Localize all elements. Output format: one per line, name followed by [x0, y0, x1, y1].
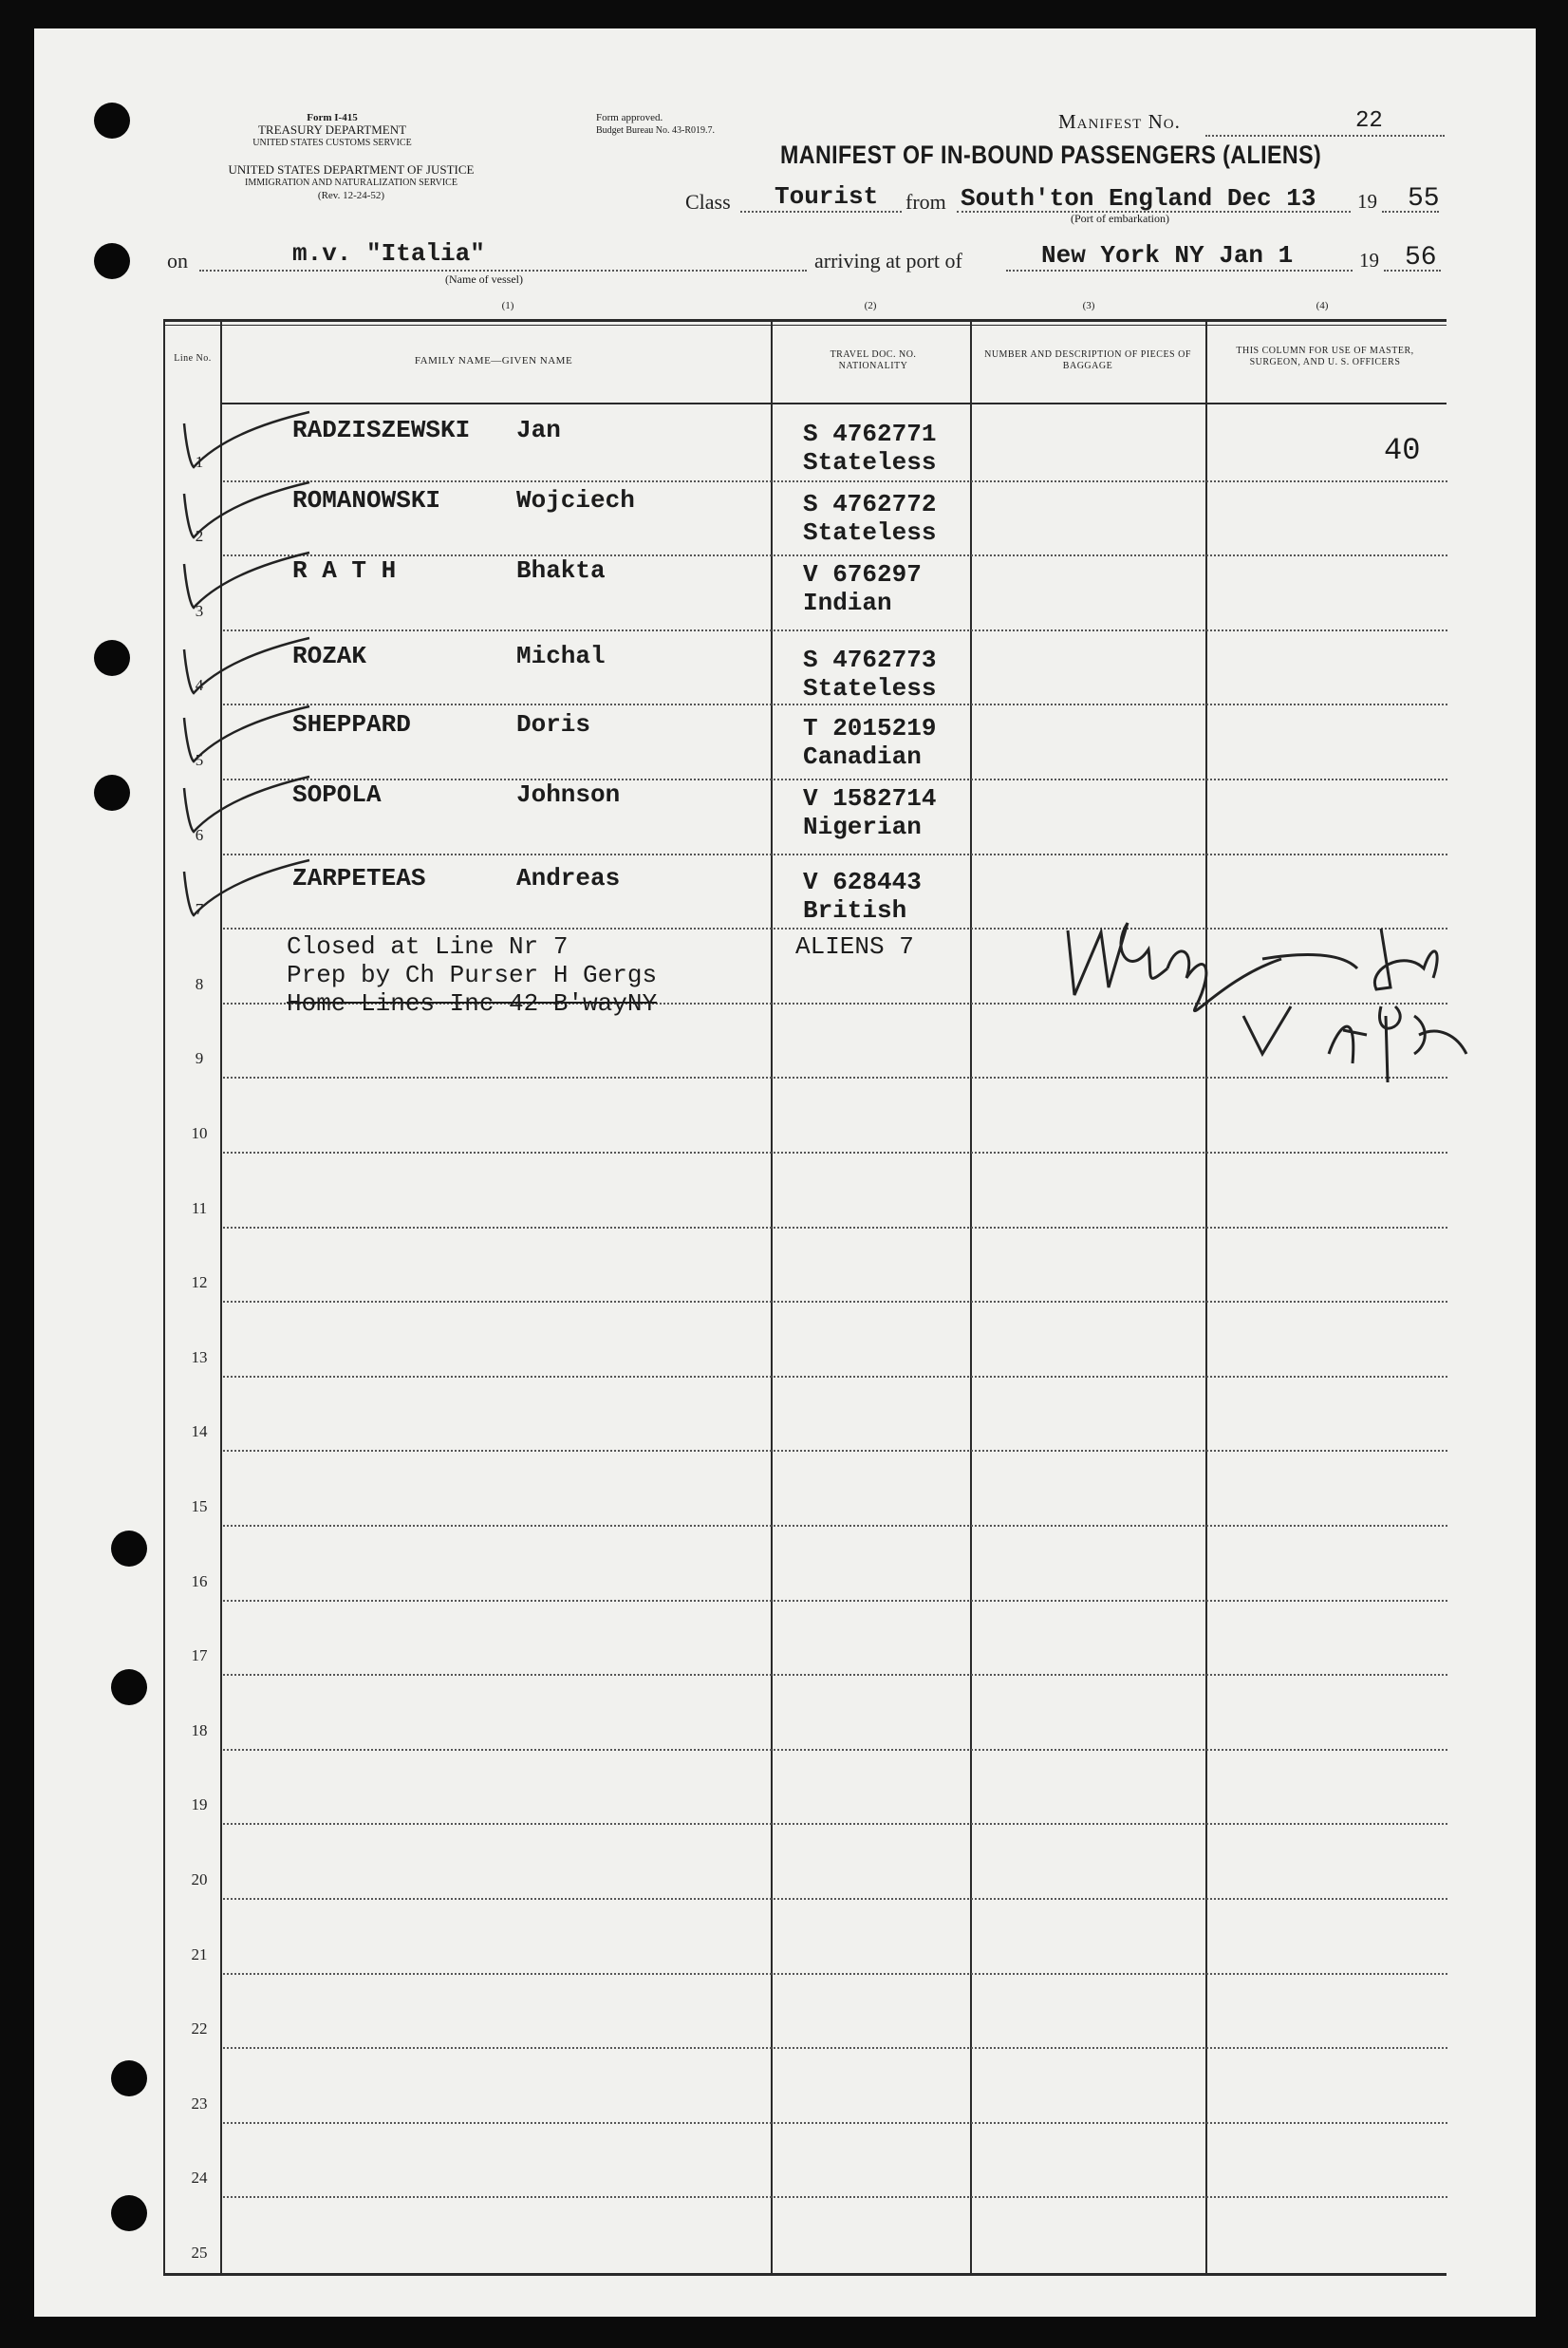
port-of-embarkation: South'ton England Dec 13 [961, 184, 1316, 213]
form-number: Form I-415 [307, 112, 358, 123]
passenger-given-name: Bhakta [516, 556, 606, 585]
passenger-nationality: Indian [803, 589, 892, 617]
passenger-family-name: R A T H [292, 556, 397, 585]
class-value: Tourist [775, 182, 879, 211]
passenger-nationality: Stateless [803, 674, 937, 703]
manifest-number: 22 [1355, 108, 1383, 134]
row-divider [223, 1898, 1447, 1900]
header-bottom-rule [220, 403, 1447, 404]
line-number: 5 [195, 751, 204, 769]
passenger-given-name: Johnson [516, 780, 621, 809]
header-travel-doc: TRAVEL DOC. NO. NATIONALITY [830, 349, 917, 371]
line-number: 22 [191, 2019, 208, 2038]
line-number: 4 [195, 676, 204, 695]
line-number: 10 [191, 1124, 208, 1142]
passenger-travel-doc: V 1582714 [803, 784, 937, 813]
punch-hole [111, 2060, 147, 2096]
column-number-3: (3) [1082, 300, 1095, 311]
passenger-nationality: Stateless [803, 518, 937, 547]
arrival-year: 56 [1405, 243, 1437, 272]
vessel-name: m.v. "Italia" [292, 239, 485, 268]
check-mark [177, 771, 319, 837]
passenger-given-name: Michal [516, 642, 606, 670]
line-number: 17 [191, 1646, 208, 1665]
row-divider [223, 1973, 1447, 1975]
passenger-nationality: Nigerian [803, 813, 922, 841]
treasury-department: TREASURY DEPARTMENT [257, 122, 407, 137]
manifest-no-label: Manifest No. [1058, 110, 1181, 133]
column-number-4: (4) [1316, 300, 1329, 311]
line-number: 13 [191, 1347, 208, 1366]
passenger-travel-doc: S 4762773 [803, 646, 937, 674]
line-number: 7 [195, 900, 204, 919]
row-divider [223, 2047, 1447, 2049]
column-number-2: (2) [864, 300, 877, 311]
row-divider [223, 1227, 1447, 1229]
name-col-divider [771, 319, 773, 2275]
passenger-given-name: Jan [516, 416, 561, 444]
row-divider [223, 779, 1447, 780]
port-caption: (Port of embarkation) [1071, 212, 1169, 225]
line-number: 12 [191, 1273, 208, 1292]
on-label: on [167, 249, 188, 272]
line-number: 6 [195, 825, 204, 844]
table-bottom-rule [163, 2273, 1447, 2276]
punch-hole [111, 1531, 147, 1567]
header-family-name: FAMILY NAME—GIVEN NAME [414, 355, 573, 366]
line-number: 2 [195, 527, 204, 546]
column-number-1: (1) [501, 300, 514, 311]
row-divider [223, 1674, 1447, 1676]
line-number: 3 [195, 601, 204, 620]
table-top-rule-2 [163, 325, 1447, 326]
row-divider [223, 1525, 1447, 1527]
closing-line-3: Home Lines Inc 42 B'wayNY [287, 989, 658, 1018]
row-divider [223, 1301, 1447, 1303]
passenger-nationality: Stateless [803, 448, 937, 477]
line-number: 20 [191, 1870, 208, 1888]
line-number: 18 [191, 1720, 208, 1739]
row-divider [223, 1450, 1447, 1452]
passenger-given-name: Andreas [516, 864, 621, 892]
passenger-family-name: RADZISZEWSKI [292, 416, 471, 444]
row-divider [223, 854, 1447, 855]
punch-hole [94, 243, 130, 279]
arrival-port-date: New York NY Jan 1 [1041, 241, 1294, 270]
arriving-label: arriving at port of [814, 249, 962, 272]
check-mark [177, 406, 319, 473]
row-divider [223, 1600, 1447, 1602]
check-mark [177, 547, 319, 613]
row-divider [223, 2196, 1447, 2198]
table-left-border [163, 319, 165, 2275]
check-mark [177, 477, 319, 543]
justice-department: UNITED STATES DEPARTMENT OF JUSTICE [228, 162, 475, 177]
passenger-family-name: SHEPPARD [292, 710, 411, 739]
passenger-given-name: Doris [516, 710, 591, 739]
manifest-no-line [1205, 135, 1445, 137]
punch-hole [94, 103, 130, 139]
row-divider [223, 1152, 1447, 1154]
passenger-travel-doc: V 628443 [803, 868, 922, 896]
passenger-nationality: Canadian [803, 742, 922, 771]
row-divider [223, 704, 1447, 705]
line-number: 15 [191, 1497, 208, 1515]
class-label: Class [685, 190, 731, 214]
class-line [740, 211, 902, 213]
year-prefix: 19 [1357, 190, 1377, 213]
departure-year: 55 [1408, 184, 1440, 214]
passenger-nationality: British [803, 896, 907, 925]
check-mark [177, 855, 319, 921]
closing-line-1: Closed at Line Nr 7 [287, 932, 569, 961]
ins-service: IMMIGRATION AND NATURALIZATION SERVICE [245, 178, 457, 188]
baggage-col-divider [1205, 319, 1207, 2275]
row-divider [223, 1823, 1447, 1825]
header-line-no: Line No. [174, 353, 212, 364]
line-number: 16 [191, 1571, 208, 1590]
vessel-line [199, 270, 807, 272]
vessel-caption: (Name of vessel) [445, 272, 523, 286]
passenger-family-name: ROZAK [292, 642, 367, 670]
from-label: from [905, 190, 946, 214]
punch-hole [94, 775, 130, 811]
arrival-year-prefix: 19 [1359, 249, 1379, 272]
passenger-family-name: SOPOLA [292, 780, 382, 809]
check-mark [177, 701, 319, 767]
punch-hole [111, 2195, 147, 2231]
punch-hole [111, 1669, 147, 1705]
row-divider [223, 1376, 1447, 1378]
doc-col-divider [970, 319, 972, 2275]
line-number: 21 [191, 1944, 208, 1963]
passenger-travel-doc: S 4762771 [803, 420, 937, 448]
inspector-signature [1054, 911, 1490, 1101]
passenger-given-name: Wojciech [516, 486, 635, 515]
officer-note: 40 [1384, 433, 1421, 468]
closing-line-2: Prep by Ch Purser H Gergs [287, 961, 658, 989]
line-number: 8 [195, 974, 204, 993]
manifest-title: MANIFEST OF IN-BOUND PASSENGERS (ALIENS) [780, 141, 1322, 169]
line-number: 23 [191, 2094, 208, 2113]
header-baggage: NUMBER AND DESCRIPTION OF PIECES OF BAGGAGE [984, 349, 1191, 371]
header-officers: THIS COLUMN FOR USE OF MASTER, SURGEON, AND U. S. OFFICERS [1236, 346, 1414, 367]
line-number: 1 [195, 452, 204, 471]
line-number: 24 [191, 2169, 208, 2188]
aliens-count: ALIENS 7 [795, 932, 914, 961]
arrival-line [1006, 270, 1353, 272]
passenger-travel-doc: S 4762772 [803, 490, 937, 518]
check-mark [177, 632, 319, 699]
line-number: 11 [191, 1198, 208, 1217]
row-divider [223, 480, 1447, 482]
budget-bureau: Budget Bureau No. 43-R019.7. [596, 125, 715, 136]
passenger-family-name: ZARPETEAS [292, 864, 426, 892]
passenger-family-name: ROMANOWSKI [292, 486, 441, 515]
line-number: 14 [191, 1422, 208, 1441]
row-divider [223, 2122, 1447, 2124]
line-number: 9 [195, 1049, 204, 1068]
customs-service: UNITED STATES CUSTOMS SERVICE [252, 138, 412, 148]
revision-date: (Rev. 12-24-52) [317, 190, 385, 201]
table-top-rule [163, 319, 1447, 322]
row-divider [223, 1749, 1447, 1751]
line-number: 19 [191, 1795, 208, 1814]
row-divider [223, 554, 1447, 556]
row-divider [223, 629, 1447, 631]
punch-hole [94, 640, 130, 676]
passenger-travel-doc: V 676297 [803, 560, 922, 589]
line-number: 25 [191, 2244, 208, 2262]
form-approved: Form approved. [596, 112, 663, 123]
passenger-travel-doc: T 2015219 [803, 714, 937, 742]
